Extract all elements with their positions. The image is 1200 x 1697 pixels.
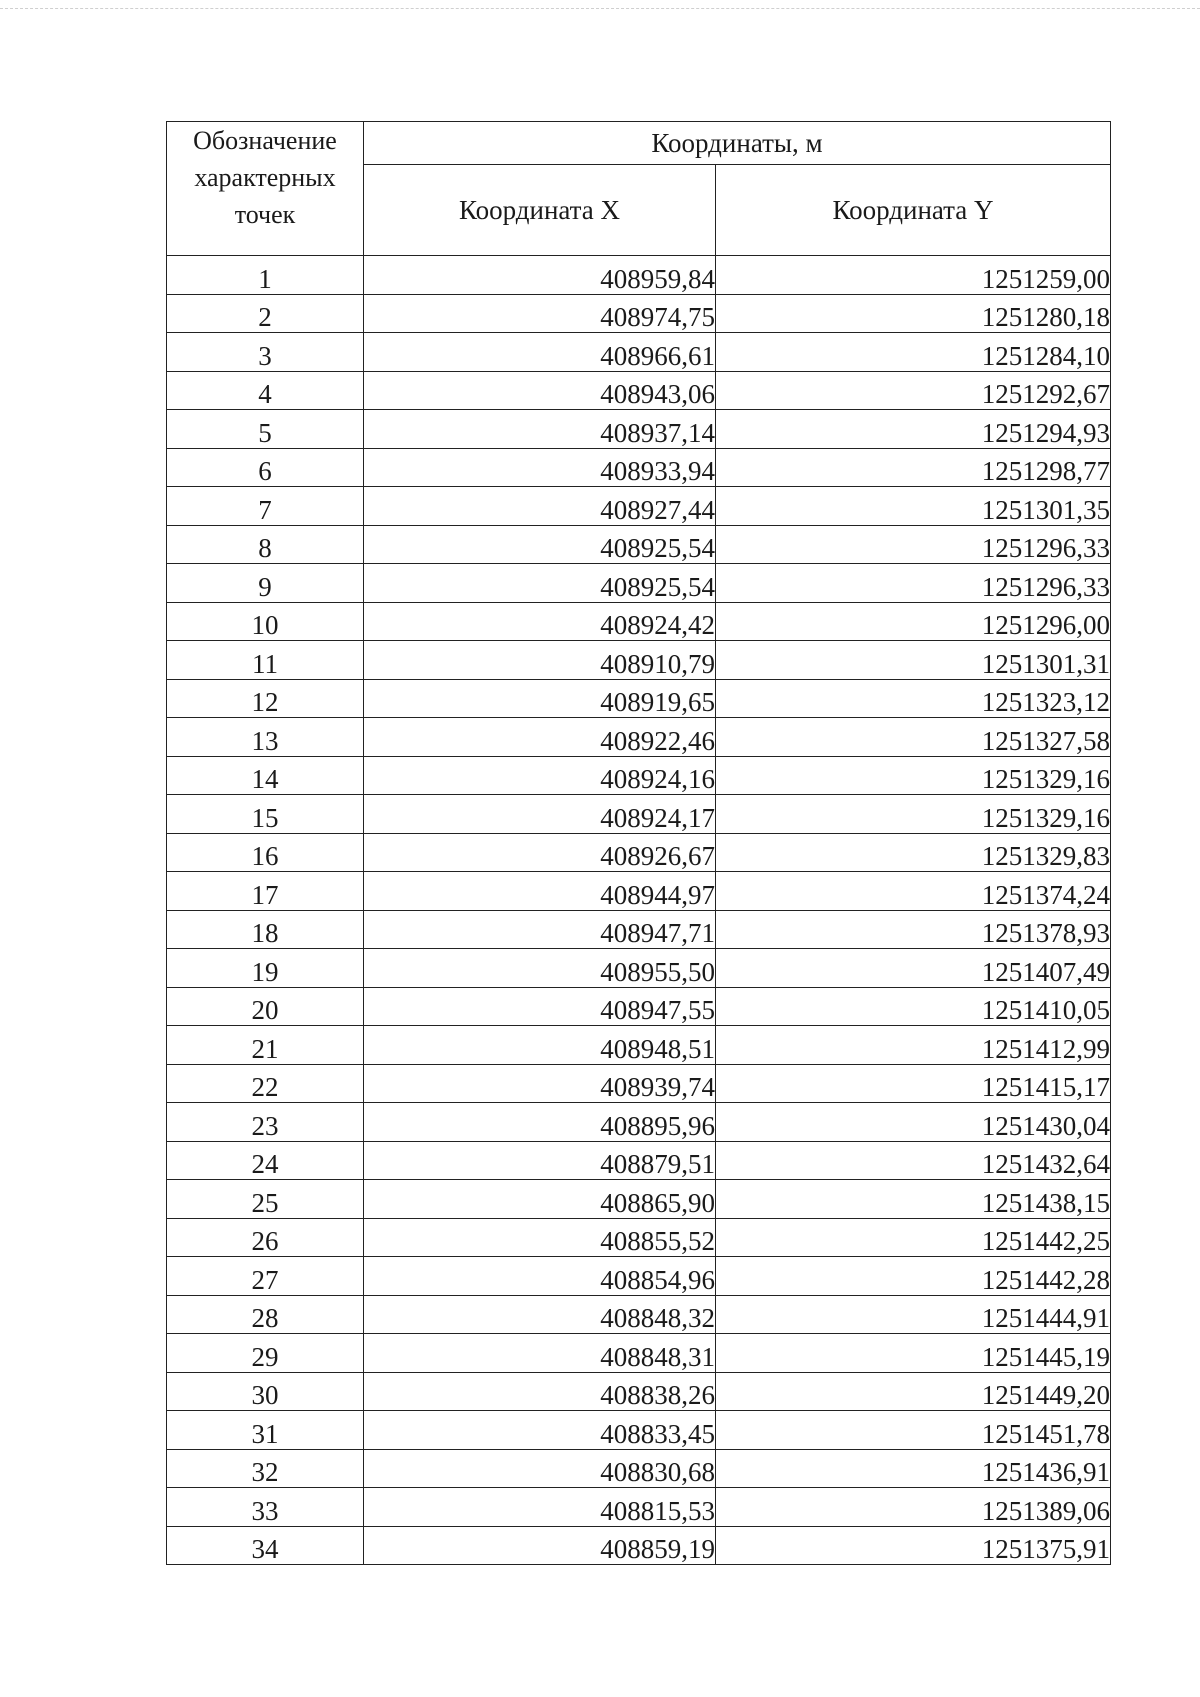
table-row xyxy=(167,1372,1111,1411)
coordinate-y-cell: 1251292,67 xyxy=(716,371,1111,410)
coordinate-x-cell: 408937,14 xyxy=(364,410,716,449)
coordinate-y-cell: 1251432,64 xyxy=(716,1141,1111,1180)
coordinate-y-cell: 1251451,78 xyxy=(716,1411,1111,1450)
coordinate-x-cell: 408855,52 xyxy=(364,1218,716,1257)
header-point-designation: Обозначение характерных точек xyxy=(167,122,364,256)
table-row xyxy=(167,1295,1111,1334)
table-row xyxy=(167,949,1111,988)
point-cell: 34 xyxy=(167,1526,364,1565)
table-row xyxy=(167,1488,1111,1527)
point-cell: 11 xyxy=(167,641,364,680)
coordinate-y-cell: 1251438,15 xyxy=(716,1180,1111,1219)
header-coordinate-x: Координата X xyxy=(364,165,716,256)
point-cell: 4 xyxy=(167,371,364,410)
coordinate-x-cell: 408854,96 xyxy=(364,1257,716,1296)
table-row xyxy=(167,1449,1111,1488)
point-cell: 15 xyxy=(167,795,364,834)
point-cell: 9 xyxy=(167,564,364,603)
coordinate-x-cell: 408974,75 xyxy=(364,294,716,333)
point-cell: 13 xyxy=(167,718,364,757)
point-cell: 33 xyxy=(167,1488,364,1527)
table-row xyxy=(167,602,1111,641)
coordinate-x-cell: 408865,90 xyxy=(364,1180,716,1219)
coordinate-y-cell: 1251449,20 xyxy=(716,1372,1111,1411)
coordinate-y-cell: 1251410,05 xyxy=(716,987,1111,1026)
table-row xyxy=(167,833,1111,872)
coordinate-x-cell: 408927,44 xyxy=(364,487,716,526)
point-cell: 31 xyxy=(167,1411,364,1450)
point-cell: 26 xyxy=(167,1218,364,1257)
coordinate-x-cell: 408922,46 xyxy=(364,718,716,757)
coordinate-x-cell: 408939,74 xyxy=(364,1064,716,1103)
point-cell: 1 xyxy=(167,256,364,295)
table-body xyxy=(167,256,1111,1565)
coordinate-x-cell: 408966,61 xyxy=(364,333,716,372)
coordinate-x-cell: 408926,67 xyxy=(364,833,716,872)
coordinate-x-cell: 408924,42 xyxy=(364,602,716,641)
table-row xyxy=(167,487,1111,526)
table-row xyxy=(167,795,1111,834)
point-cell: 5 xyxy=(167,410,364,449)
coordinate-y-cell: 1251407,49 xyxy=(716,949,1111,988)
point-cell: 7 xyxy=(167,487,364,526)
coordinate-y-cell: 1251329,16 xyxy=(716,756,1111,795)
coordinate-x-cell: 408955,50 xyxy=(364,949,716,988)
table-row xyxy=(167,1103,1111,1142)
point-cell: 29 xyxy=(167,1334,364,1373)
coordinate-y-cell: 1251412,99 xyxy=(716,1026,1111,1065)
coordinate-x-cell: 408948,51 xyxy=(364,1026,716,1065)
header-row-top xyxy=(167,122,1111,165)
table-row xyxy=(167,1180,1111,1219)
table-row xyxy=(167,1064,1111,1103)
point-cell: 8 xyxy=(167,525,364,564)
coordinate-y-cell: 1251329,83 xyxy=(716,833,1111,872)
coordinate-x-cell: 408833,45 xyxy=(364,1411,716,1450)
coordinate-y-cell: 1251301,35 xyxy=(716,487,1111,526)
coordinate-x-cell: 408879,51 xyxy=(364,1141,716,1180)
coordinate-y-cell: 1251442,25 xyxy=(716,1218,1111,1257)
header-coordinates-group: Координаты, м xyxy=(364,122,1111,165)
coordinate-y-cell: 1251296,33 xyxy=(716,525,1111,564)
coordinate-x-cell: 408944,97 xyxy=(364,872,716,911)
table-row xyxy=(167,294,1111,333)
coordinate-y-cell: 1251327,58 xyxy=(716,718,1111,757)
point-cell: 32 xyxy=(167,1449,364,1488)
coordinate-x-cell: 408933,94 xyxy=(364,448,716,487)
table-row xyxy=(167,256,1111,295)
coordinate-x-cell: 408947,55 xyxy=(364,987,716,1026)
point-cell: 2 xyxy=(167,294,364,333)
table-row xyxy=(167,1411,1111,1450)
coordinate-x-cell: 408925,54 xyxy=(364,525,716,564)
coordinate-x-cell: 408815,53 xyxy=(364,1488,716,1527)
point-cell: 10 xyxy=(167,602,364,641)
scan-top-edge xyxy=(0,8,1200,9)
point-cell: 12 xyxy=(167,679,364,718)
coordinate-y-cell: 1251430,04 xyxy=(716,1103,1111,1142)
table-row xyxy=(167,910,1111,949)
point-cell: 17 xyxy=(167,872,364,911)
table-row xyxy=(167,525,1111,564)
coordinate-y-cell: 1251298,77 xyxy=(716,448,1111,487)
coordinate-y-cell: 1251301,31 xyxy=(716,641,1111,680)
coordinate-y-cell: 1251296,33 xyxy=(716,564,1111,603)
coordinate-y-cell: 1251375,91 xyxy=(716,1526,1111,1565)
coordinate-x-cell: 408924,16 xyxy=(364,756,716,795)
coordinate-y-cell: 1251280,18 xyxy=(716,294,1111,333)
point-cell: 25 xyxy=(167,1180,364,1219)
coordinate-x-cell: 408838,26 xyxy=(364,1372,716,1411)
coordinate-y-cell: 1251296,00 xyxy=(716,602,1111,641)
coordinate-y-cell: 1251259,00 xyxy=(716,256,1111,295)
coordinate-y-cell: 1251294,93 xyxy=(716,410,1111,449)
coordinate-y-cell: 1251378,93 xyxy=(716,910,1111,949)
coordinate-x-cell: 408959,84 xyxy=(364,256,716,295)
coordinate-x-cell: 408895,96 xyxy=(364,1103,716,1142)
coordinates-table xyxy=(166,121,1111,1565)
point-cell: 20 xyxy=(167,987,364,1026)
coordinate-y-cell: 1251323,12 xyxy=(716,679,1111,718)
coordinate-x-cell: 408848,32 xyxy=(364,1295,716,1334)
point-cell: 3 xyxy=(167,333,364,372)
table-row xyxy=(167,679,1111,718)
coordinate-y-cell: 1251389,06 xyxy=(716,1488,1111,1527)
point-cell: 27 xyxy=(167,1257,364,1296)
table-row xyxy=(167,564,1111,603)
table-row xyxy=(167,448,1111,487)
coordinate-x-cell: 408830,68 xyxy=(364,1449,716,1488)
point-cell: 16 xyxy=(167,833,364,872)
coordinate-y-cell: 1251374,24 xyxy=(716,872,1111,911)
coordinate-y-cell: 1251284,10 xyxy=(716,333,1111,372)
point-cell: 28 xyxy=(167,1295,364,1334)
table-row xyxy=(167,718,1111,757)
table-row xyxy=(167,333,1111,372)
table-row xyxy=(167,1526,1111,1565)
coordinate-x-cell: 408924,17 xyxy=(364,795,716,834)
table-row xyxy=(167,987,1111,1026)
table-row xyxy=(167,1257,1111,1296)
table-row xyxy=(167,1218,1111,1257)
table-row xyxy=(167,1026,1111,1065)
table-row xyxy=(167,1141,1111,1180)
point-cell: 30 xyxy=(167,1372,364,1411)
header-coordinate-y: Координата Y xyxy=(716,165,1111,256)
coordinate-x-cell: 408859,19 xyxy=(364,1526,716,1565)
table-row xyxy=(167,641,1111,680)
point-cell: 14 xyxy=(167,756,364,795)
point-cell: 22 xyxy=(167,1064,364,1103)
coordinate-y-cell: 1251442,28 xyxy=(716,1257,1111,1296)
coordinate-y-cell: 1251415,17 xyxy=(716,1064,1111,1103)
coordinate-x-cell: 408925,54 xyxy=(364,564,716,603)
coordinate-x-cell: 408947,71 xyxy=(364,910,716,949)
point-cell: 24 xyxy=(167,1141,364,1180)
coordinate-x-cell: 408910,79 xyxy=(364,641,716,680)
coordinate-x-cell: 408943,06 xyxy=(364,371,716,410)
point-cell: 21 xyxy=(167,1026,364,1065)
coordinate-y-cell: 1251329,16 xyxy=(716,795,1111,834)
table-row xyxy=(167,371,1111,410)
coordinate-y-cell: 1251445,19 xyxy=(716,1334,1111,1373)
point-cell: 18 xyxy=(167,910,364,949)
point-cell: 19 xyxy=(167,949,364,988)
table-header xyxy=(167,122,1111,256)
table-row xyxy=(167,410,1111,449)
table-row xyxy=(167,1334,1111,1373)
coordinate-y-cell: 1251436,91 xyxy=(716,1449,1111,1488)
coordinate-x-cell: 408848,31 xyxy=(364,1334,716,1373)
table-row xyxy=(167,756,1111,795)
point-cell: 6 xyxy=(167,448,364,487)
table-row xyxy=(167,872,1111,911)
coordinate-y-cell: 1251444,91 xyxy=(716,1295,1111,1334)
point-cell: 23 xyxy=(167,1103,364,1142)
coordinate-x-cell: 408919,65 xyxy=(364,679,716,718)
